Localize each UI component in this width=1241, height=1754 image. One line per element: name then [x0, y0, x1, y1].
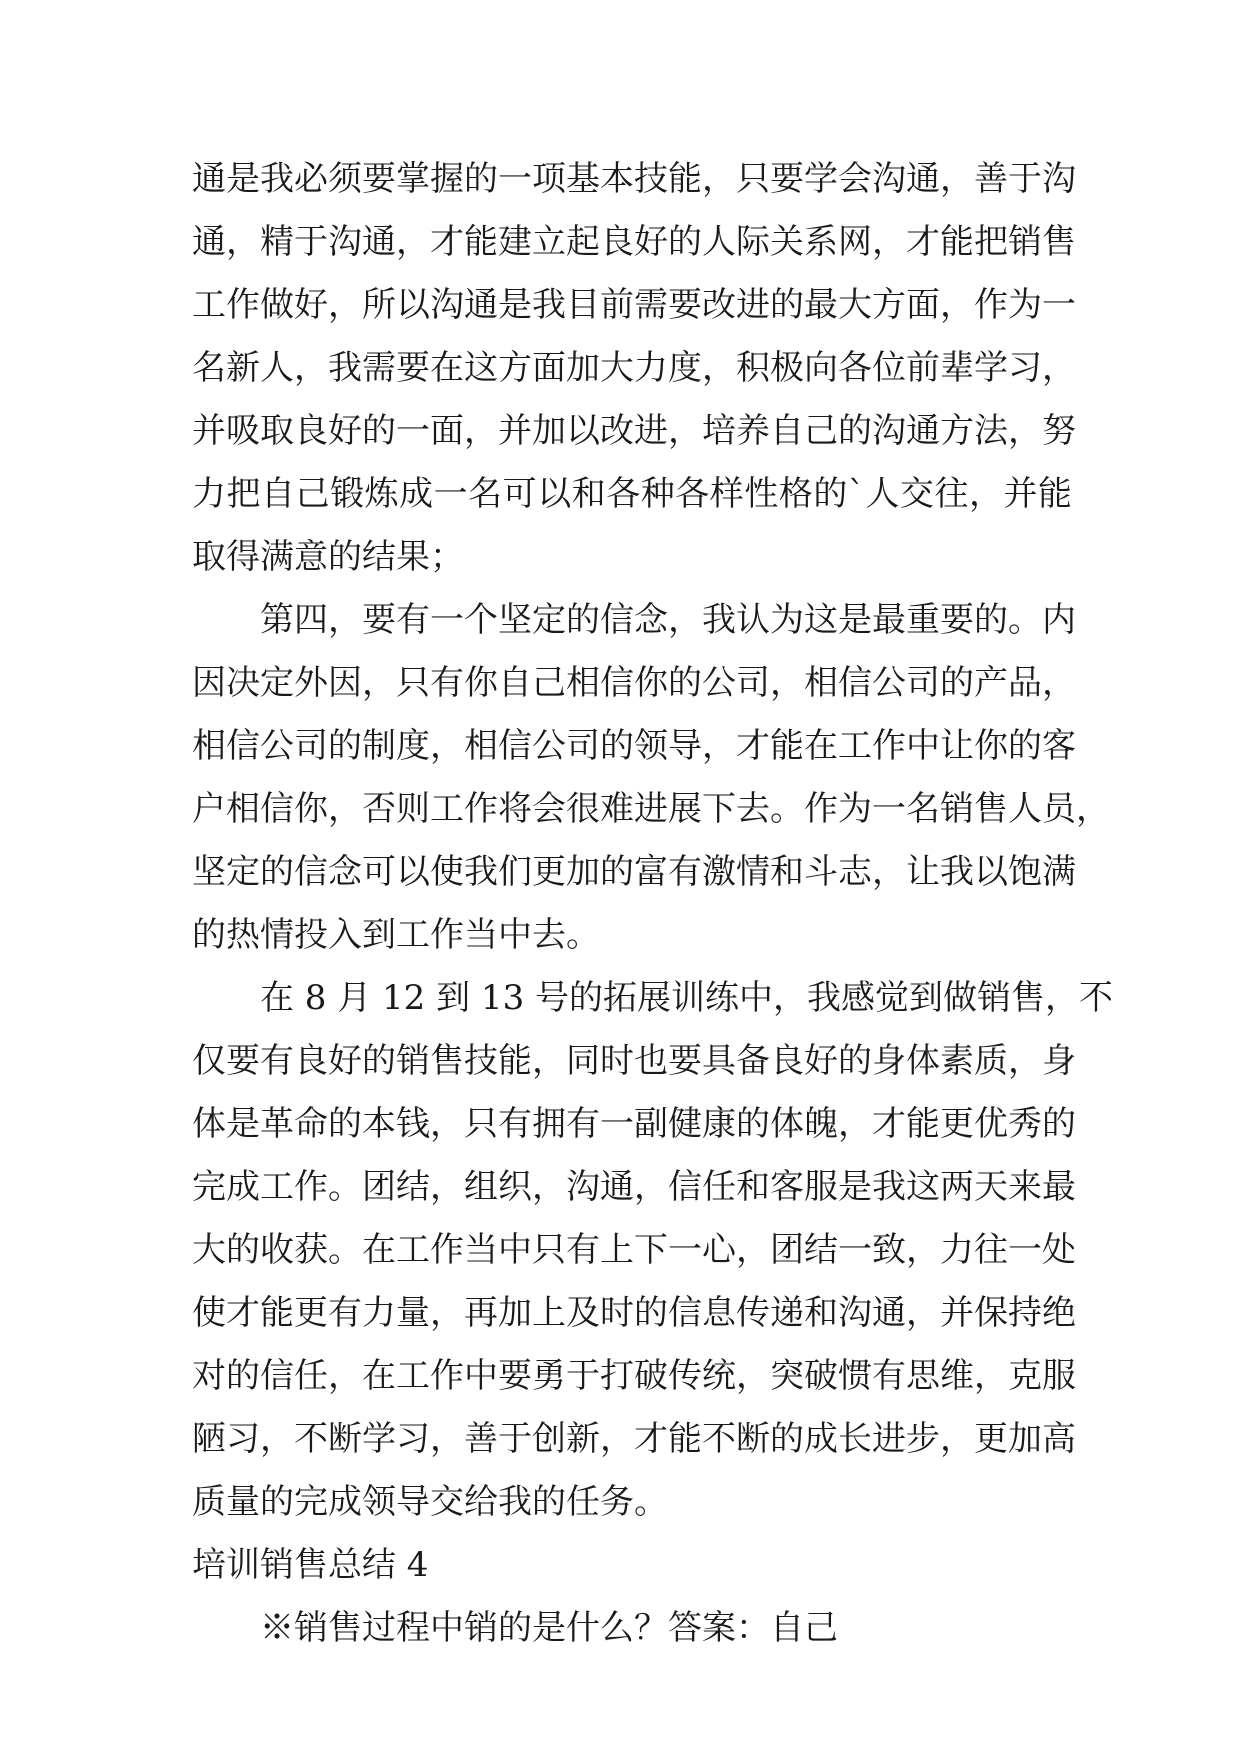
paragraph-belief — [192, 589, 1110, 967]
text-line: 使才能更有力量，再加上及时的信息传递和沟通，并保持绝 — [192, 1293, 1076, 1333]
text-line: 质量的完成领导交给我的任务。 — [192, 1482, 668, 1522]
text-line: 在 8 月 12 到 13 号的拓展训练中，我感觉到做销售，不 — [260, 978, 1114, 1018]
text-line: 通是我必须要掌握的一项基本技能，只要学会沟通，善于沟 — [192, 159, 1076, 199]
document-body — [192, 148, 1114, 1660]
paragraph-question — [192, 1597, 1072, 1660]
text-line: 第四，要有一个坚定的信念，我认为这是最重要的。内 — [260, 600, 1076, 640]
paragraph-communication — [192, 148, 1076, 589]
text-line: 并吸取良好的一面，并加以改进，培养自己的沟通方法，努 — [192, 411, 1076, 451]
text-line: 对的信任，在工作中要勇于打破传统，突破惯有思维，克服 — [192, 1356, 1076, 1396]
text-line: 相信公司的制度，相信公司的领导，才能在工作中让你的客 — [192, 726, 1076, 766]
text-line: 仅要有良好的销售技能，同时也要具备良好的身体素质，身 — [192, 1041, 1076, 1081]
section-heading: 培训销售总结 4 — [192, 1545, 429, 1585]
text-line: 取得满意的结果； — [192, 537, 464, 577]
text-line: 完成工作。团结，组织，沟通，信任和客服是我这两天来最 — [192, 1167, 1076, 1207]
text-line: 体是革命的本钱，只有拥有一副健康的体魄，才能更优秀的 — [192, 1104, 1076, 1144]
text-line: 因决定外因，只有你自己相信你的公司，相信公司的产品， — [192, 663, 1076, 703]
text-line: 通，精于沟通，才能建立起良好的人际关系网，才能把销售 — [192, 222, 1076, 262]
text-line: 大的收获。在工作当中只有上下一心，团结一致，力往一处 — [192, 1230, 1076, 1270]
paragraph-training — [192, 967, 1114, 1534]
text-line: 名新人，我需要在这方面加大力度，积极向各位前辈学习， — [192, 348, 1076, 388]
text-line: 坚定的信念可以使我们更加的富有激情和斗志，让我以饱满 — [192, 852, 1076, 892]
text-line: ※销售过程中销的是什么？答案：自己 — [260, 1608, 838, 1648]
text-line: 的热情投入到工作当中去。 — [192, 915, 600, 955]
text-line: 工作做好，所以沟通是我目前需要改进的最大方面，作为一 — [192, 285, 1076, 325]
text-line: 陋习，不断学习，善于创新，才能不断的成长进步，更加高 — [192, 1419, 1076, 1459]
text-line: 户相信你，否则工作将会很难进展下去。作为一名销售人员， — [192, 789, 1110, 829]
text-line: 力把自己锻炼成一名可以和各种各样性格的`人交往，并能 — [192, 474, 1072, 514]
